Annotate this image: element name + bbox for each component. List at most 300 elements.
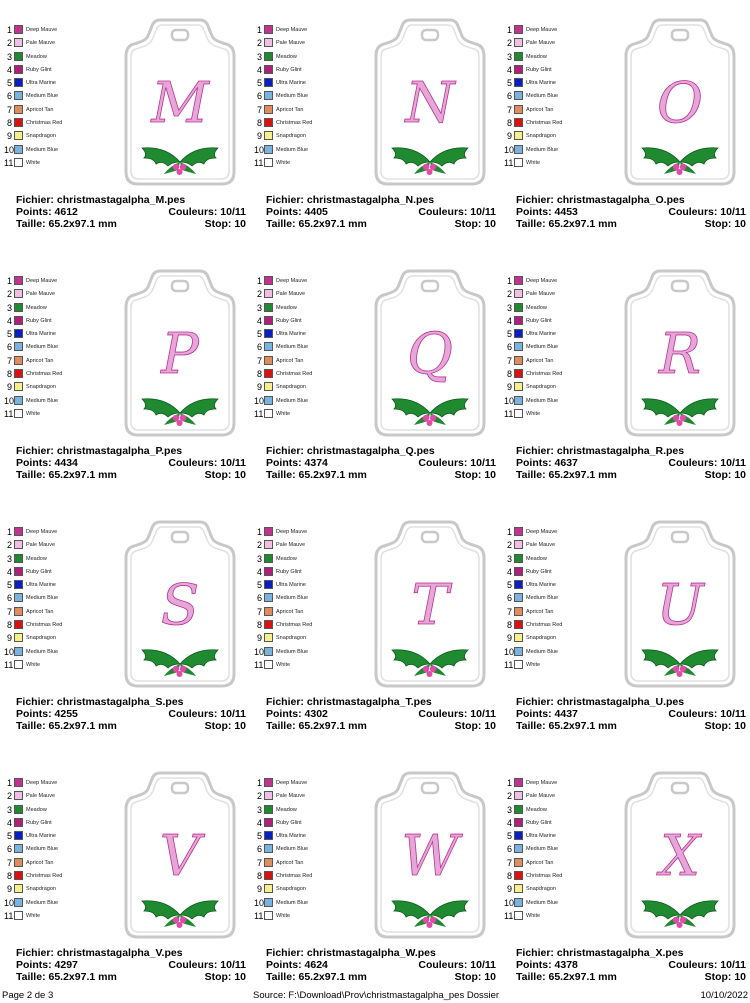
thread-color-name: Medium Blue — [526, 397, 559, 404]
thread-color-name: Ultra Marine — [526, 582, 556, 589]
color-count: Couleurs: 10/11 — [168, 205, 246, 218]
thread-color-row — [504, 817, 614, 830]
thread-color-swatch — [514, 38, 523, 47]
stitch-points: Points: 4297 — [16, 958, 78, 971]
thread-color-row — [504, 659, 614, 672]
thread-color-row — [4, 130, 114, 143]
thread-color-row — [4, 566, 114, 579]
thread-step-number: 2 — [6, 38, 12, 49]
thread-color-swatch — [14, 145, 23, 154]
thread-color-row — [504, 592, 614, 605]
thread-color-list — [504, 275, 614, 421]
tag-initial-letter: O — [657, 71, 703, 136]
thread-color-name: Snapdragon — [526, 635, 556, 642]
thread-color-swatch — [14, 580, 23, 589]
thread-color-swatch — [264, 91, 273, 100]
thread-color-name: Christmas Red — [26, 622, 63, 629]
thread-color-name: Snapdragon — [276, 133, 306, 140]
file-name: Fichier: christmastagalpha_M.pes — [16, 194, 186, 206]
thread-step-number: 2 — [6, 791, 12, 802]
thread-color-swatch — [264, 342, 273, 351]
thread-step-number: 8 — [506, 620, 512, 631]
color-count: Couleurs: 10/11 — [668, 205, 746, 218]
stitch-points: Points: 4437 — [516, 707, 578, 720]
thread-color-row — [254, 632, 364, 645]
thread-color-row — [254, 817, 364, 830]
thread-color-name: Deep Mauve — [276, 780, 308, 786]
thread-color-row — [504, 117, 614, 130]
thread-color-swatch — [514, 580, 523, 589]
thread-color-row — [4, 830, 114, 843]
design-info — [516, 697, 746, 732]
thread-color-name: Medium Blue — [276, 899, 309, 906]
thread-step-number: 8 — [6, 620, 12, 631]
thread-step-number: 4 — [6, 64, 12, 75]
thread-color-name: Apricot Tan — [26, 357, 54, 364]
thread-step-number: 2 — [256, 540, 262, 551]
thread-step-number: 9 — [506, 633, 512, 644]
thread-color-row — [4, 579, 114, 592]
thread-color-row — [504, 368, 614, 381]
thread-color-row — [4, 37, 114, 50]
thread-color-swatch — [264, 871, 273, 880]
thread-step-number: 3 — [6, 553, 12, 564]
stitch-points: Points: 4453 — [516, 205, 578, 218]
thread-color-name: Medium Blue — [26, 146, 59, 153]
thread-step-number: 4 — [506, 64, 512, 75]
tag-design-preview — [622, 767, 738, 939]
thread-color-swatch — [514, 858, 523, 867]
thread-color-list — [254, 24, 364, 170]
tag-design-preview — [372, 265, 488, 437]
thread-color-name: Ruby Glint — [526, 819, 552, 826]
thread-color-row — [4, 777, 114, 790]
thread-color-row — [4, 539, 114, 552]
thread-step-number: 11 — [504, 408, 514, 419]
thread-color-name: Meadow — [276, 555, 297, 562]
thread-color-swatch — [264, 818, 273, 827]
thread-color-list — [504, 24, 614, 170]
thread-color-swatch — [14, 78, 23, 87]
thread-step-number: 4 — [506, 315, 512, 326]
thread-color-row — [4, 619, 114, 632]
thread-step-number: 3 — [256, 302, 262, 313]
thread-color-name: Snapdragon — [276, 384, 306, 391]
thread-color-swatch — [14, 342, 23, 351]
thread-color-row — [4, 606, 114, 619]
design-size: Taille: 65.2x97.1 mm — [266, 719, 367, 732]
stop-count: Stop: 10 — [204, 468, 246, 481]
thread-step-number: 11 — [254, 659, 264, 670]
thread-color-list — [254, 275, 364, 421]
thread-color-row — [504, 144, 614, 157]
thread-color-name: Meadow — [526, 53, 547, 60]
thread-color-name: Pale Mauve — [276, 793, 306, 800]
thread-color-name: Ruby Glint — [276, 819, 302, 826]
thread-color-swatch — [514, 844, 523, 853]
thread-step-number: 7 — [506, 606, 512, 617]
stitch-points: Points: 4434 — [16, 456, 78, 469]
tag-design-preview — [122, 767, 238, 939]
thread-step-number: 9 — [6, 382, 12, 393]
tag-design-preview — [372, 516, 488, 688]
thread-color-name: Pale Mauve — [26, 542, 56, 549]
thread-color-list — [504, 777, 614, 923]
thread-color-row — [504, 90, 614, 103]
thread-step-number: 6 — [256, 593, 262, 604]
thread-color-name: Christmas Red — [526, 622, 563, 629]
thread-color-name: Deep Mauve — [276, 27, 308, 33]
thread-step-number: 7 — [6, 104, 12, 115]
thread-color-name: Meadow — [526, 304, 547, 311]
design-card — [4, 759, 244, 999]
thread-step-number: 11 — [4, 157, 14, 168]
tag-design-preview — [122, 265, 238, 437]
thread-color-row — [504, 777, 614, 790]
thread-color-swatch — [264, 554, 273, 563]
thread-color-swatch — [14, 289, 23, 298]
thread-color-name: Ultra Marine — [26, 582, 56, 589]
thread-color-name: Medium Blue — [526, 899, 559, 906]
thread-color-name: Snapdragon — [26, 384, 56, 391]
thread-color-row — [254, 539, 364, 552]
thread-step-number: 4 — [256, 315, 262, 326]
thread-color-swatch — [514, 356, 523, 365]
thread-step-number: 10 — [504, 646, 515, 657]
thread-color-row — [254, 843, 364, 856]
thread-color-swatch — [264, 647, 273, 656]
thread-color-row — [4, 24, 114, 37]
thread-step-number: 1 — [6, 527, 12, 537]
thread-color-row — [254, 51, 364, 64]
thread-color-swatch — [14, 25, 23, 34]
thread-color-swatch — [264, 25, 273, 34]
thread-step-number: 5 — [6, 831, 12, 842]
print-date: 10/10/2022 — [700, 990, 748, 1001]
thread-color-swatch — [264, 78, 273, 87]
design-size: Taille: 65.2x97.1 mm — [16, 719, 117, 732]
thread-color-swatch — [14, 633, 23, 642]
thread-color-name: Ruby Glint — [526, 568, 552, 575]
thread-step-number: 2 — [506, 791, 512, 802]
thread-color-row — [4, 275, 114, 288]
thread-color-swatch — [14, 356, 23, 365]
design-card — [254, 508, 494, 748]
tag-initial-letter: T — [411, 573, 449, 638]
design-size: Taille: 65.2x97.1 mm — [516, 719, 617, 732]
thread-color-swatch — [514, 831, 523, 840]
thread-color-name: Medium Blue — [26, 93, 59, 100]
thread-color-row — [254, 408, 364, 421]
thread-step-number: 11 — [254, 157, 264, 168]
thread-color-swatch — [264, 369, 273, 378]
thread-step-number: 9 — [506, 382, 512, 393]
design-info — [16, 195, 246, 230]
thread-color-name: Medium Blue — [26, 344, 59, 351]
tag-initial-letter: U — [656, 573, 704, 638]
thread-color-swatch — [514, 158, 523, 167]
file-name: Fichier: christmastagalpha_V.pes — [16, 947, 183, 959]
thread-color-row — [254, 288, 364, 301]
design-size: Taille: 65.2x97.1 mm — [266, 970, 367, 983]
thread-color-row — [254, 553, 364, 566]
thread-color-swatch — [14, 396, 23, 405]
stitch-points: Points: 4624 — [266, 958, 328, 971]
thread-color-row — [504, 646, 614, 659]
thread-color-name: Christmas Red — [276, 622, 313, 629]
thread-color-row — [4, 857, 114, 870]
thread-step-number: 6 — [6, 593, 12, 604]
thread-step-number: 1 — [256, 527, 262, 537]
thread-color-swatch — [14, 778, 23, 787]
thread-color-swatch — [264, 276, 273, 285]
stop-count: Stop: 10 — [454, 970, 496, 983]
thread-color-row — [254, 104, 364, 117]
thread-color-name: Snapdragon — [526, 886, 556, 893]
thread-color-name: Meadow — [276, 304, 297, 311]
thread-color-swatch — [514, 660, 523, 669]
design-info — [266, 697, 496, 732]
thread-color-name: Christmas Red — [526, 371, 563, 378]
thread-color-row — [4, 368, 114, 381]
stitch-points: Points: 4612 — [16, 205, 78, 218]
thread-color-name: Apricot Tan — [526, 859, 554, 866]
thread-color-swatch — [14, 409, 23, 418]
thread-step-number: 11 — [254, 408, 264, 419]
thread-step-number: 1 — [6, 276, 12, 286]
thread-color-swatch — [14, 805, 23, 814]
color-count: Couleurs: 10/11 — [168, 456, 246, 469]
thread-step-number: 7 — [256, 606, 262, 617]
thread-color-row — [4, 659, 114, 672]
file-name: Fichier: christmastagalpha_Q.pes — [266, 445, 435, 457]
design-card — [254, 759, 494, 999]
design-card — [504, 508, 744, 748]
thread-color-name: Pale Mauve — [26, 291, 56, 298]
thread-color-row — [4, 302, 114, 315]
thread-color-row — [4, 790, 114, 803]
thread-step-number: 9 — [256, 884, 262, 895]
file-name: Fichier: christmastagalpha_U.pes — [516, 696, 685, 708]
thread-step-number: 7 — [256, 355, 262, 366]
thread-color-row — [504, 77, 614, 90]
thread-color-swatch — [14, 52, 23, 61]
thread-step-number: 1 — [256, 778, 262, 788]
thread-color-swatch — [264, 316, 273, 325]
thread-color-name: Medium Blue — [526, 846, 559, 853]
thread-step-number: 5 — [6, 329, 12, 340]
thread-color-row — [504, 579, 614, 592]
design-card — [254, 257, 494, 497]
thread-step-number: 10 — [4, 646, 15, 657]
thread-color-row — [4, 328, 114, 341]
thread-color-swatch — [14, 554, 23, 563]
thread-color-list — [4, 24, 114, 170]
thread-step-number: 5 — [256, 831, 262, 842]
thread-color-name: Ultra Marine — [26, 80, 56, 87]
thread-step-number: 4 — [6, 566, 12, 577]
thread-color-name: Ruby Glint — [276, 66, 302, 73]
thread-step-number: 10 — [504, 897, 515, 908]
thread-step-number: 7 — [6, 355, 12, 366]
thread-color-row — [504, 157, 614, 170]
thread-color-name: Snapdragon — [276, 886, 306, 893]
stop-count: Stop: 10 — [704, 719, 746, 732]
thread-color-swatch — [514, 276, 523, 285]
thread-color-row — [254, 144, 364, 157]
thread-step-number: 2 — [256, 289, 262, 300]
thread-color-name: Christmas Red — [526, 873, 563, 880]
thread-color-name: Meadow — [26, 555, 47, 562]
thread-step-number: 2 — [506, 38, 512, 49]
thread-color-row — [254, 77, 364, 90]
thread-step-number: 6 — [506, 593, 512, 604]
thread-color-swatch — [264, 607, 273, 616]
thread-color-row — [254, 606, 364, 619]
design-card — [504, 6, 744, 246]
thread-color-swatch — [514, 647, 523, 656]
thread-step-number: 3 — [6, 302, 12, 313]
thread-color-row — [254, 804, 364, 817]
thread-color-swatch — [514, 633, 523, 642]
thread-step-number: 2 — [6, 540, 12, 551]
thread-color-swatch — [264, 805, 273, 814]
color-count: Couleurs: 10/11 — [418, 707, 496, 720]
thread-color-name: Snapdragon — [526, 133, 556, 140]
thread-color-row — [4, 90, 114, 103]
thread-color-swatch — [264, 633, 273, 642]
thread-color-swatch — [514, 342, 523, 351]
thread-step-number: 1 — [506, 527, 512, 537]
thread-color-name: Ultra Marine — [526, 833, 556, 840]
design-info — [516, 446, 746, 481]
thread-color-row — [504, 381, 614, 394]
thread-color-row — [4, 817, 114, 830]
file-name: Fichier: christmastagalpha_T.pes — [266, 696, 432, 708]
thread-color-swatch — [14, 131, 23, 140]
thread-step-number: 7 — [506, 857, 512, 868]
design-info — [16, 948, 246, 983]
thread-color-swatch — [514, 131, 523, 140]
thread-color-row — [254, 857, 364, 870]
thread-step-number: 1 — [256, 276, 262, 286]
thread-color-row — [504, 790, 614, 803]
design-size: Taille: 65.2x97.1 mm — [266, 217, 367, 230]
thread-color-swatch — [14, 276, 23, 285]
thread-color-row — [254, 659, 364, 672]
thread-color-name: Ruby Glint — [276, 568, 302, 575]
tag-initial-letter: S — [160, 573, 200, 638]
thread-color-swatch — [264, 884, 273, 893]
thread-step-number: 1 — [6, 25, 12, 35]
thread-step-number: 6 — [6, 844, 12, 855]
thread-step-number: 8 — [256, 369, 262, 380]
thread-step-number: 6 — [506, 844, 512, 855]
thread-step-number: 6 — [6, 342, 12, 353]
tag-initial-letter: V — [159, 824, 201, 889]
thread-step-number: 9 — [256, 633, 262, 644]
thread-color-row — [4, 804, 114, 817]
thread-color-swatch — [264, 382, 273, 391]
thread-color-swatch — [14, 303, 23, 312]
thread-step-number: 5 — [6, 78, 12, 89]
thread-color-swatch — [264, 831, 273, 840]
thread-step-number: 9 — [6, 131, 12, 142]
thread-color-swatch — [14, 316, 23, 325]
thread-color-swatch — [14, 38, 23, 47]
thread-color-name: Apricot Tan — [526, 608, 554, 615]
thread-color-row — [4, 144, 114, 157]
thread-step-number: 3 — [506, 302, 512, 313]
thread-color-row — [504, 130, 614, 143]
thread-color-swatch — [14, 660, 23, 669]
thread-color-name: Snapdragon — [26, 886, 56, 893]
thread-color-swatch — [264, 778, 273, 787]
thread-color-row — [254, 130, 364, 143]
stop-count: Stop: 10 — [204, 217, 246, 230]
file-name: Fichier: christmastagalpha_P.pes — [16, 445, 183, 457]
thread-step-number: 8 — [6, 118, 12, 129]
thread-step-number: 7 — [6, 606, 12, 617]
thread-color-swatch — [514, 527, 523, 536]
thread-color-swatch — [514, 871, 523, 880]
thread-color-name: Christmas Red — [26, 873, 63, 880]
thread-color-swatch — [514, 778, 523, 787]
thread-color-swatch — [264, 911, 273, 920]
thread-color-name: Meadow — [26, 806, 47, 813]
tag-initial-letter: Q — [407, 322, 453, 387]
thread-color-name: Christmas Red — [276, 873, 313, 880]
thread-color-name: Snapdragon — [526, 384, 556, 391]
thread-color-name: Ultra Marine — [26, 833, 56, 840]
thread-color-name: Ultra Marine — [26, 331, 56, 338]
thread-color-row — [504, 355, 614, 368]
thread-color-swatch — [264, 158, 273, 167]
color-count: Couleurs: 10/11 — [668, 456, 746, 469]
thread-step-number: 9 — [506, 884, 512, 895]
thread-color-row — [504, 804, 614, 817]
thread-color-row — [4, 870, 114, 883]
thread-step-number: 11 — [4, 659, 14, 670]
thread-color-name: White — [276, 159, 291, 166]
thread-color-row — [504, 897, 614, 910]
thread-step-number: 3 — [256, 804, 262, 815]
thread-color-name: Medium Blue — [26, 397, 59, 404]
tag-initial-letter: X — [660, 824, 700, 889]
thread-color-swatch — [514, 620, 523, 629]
color-count: Couleurs: 10/11 — [418, 205, 496, 218]
thread-color-swatch — [264, 858, 273, 867]
thread-color-swatch — [514, 382, 523, 391]
thread-color-row — [254, 117, 364, 130]
thread-step-number: 8 — [6, 871, 12, 882]
thread-step-number: 3 — [256, 553, 262, 564]
design-size: Taille: 65.2x97.1 mm — [516, 468, 617, 481]
stop-count: Stop: 10 — [454, 468, 496, 481]
thread-color-name: Deep Mauve — [526, 27, 558, 33]
thread-color-row — [504, 288, 614, 301]
thread-color-list — [254, 777, 364, 923]
stitch-points: Points: 4374 — [266, 456, 328, 469]
thread-color-row — [4, 381, 114, 394]
thread-color-name: Meadow — [26, 304, 47, 311]
thread-color-row — [254, 315, 364, 328]
thread-step-number: 5 — [506, 329, 512, 340]
design-size: Taille: 65.2x97.1 mm — [266, 468, 367, 481]
thread-color-name: Deep Mauve — [26, 529, 58, 535]
thread-step-number: 4 — [506, 566, 512, 577]
thread-color-row — [254, 395, 364, 408]
